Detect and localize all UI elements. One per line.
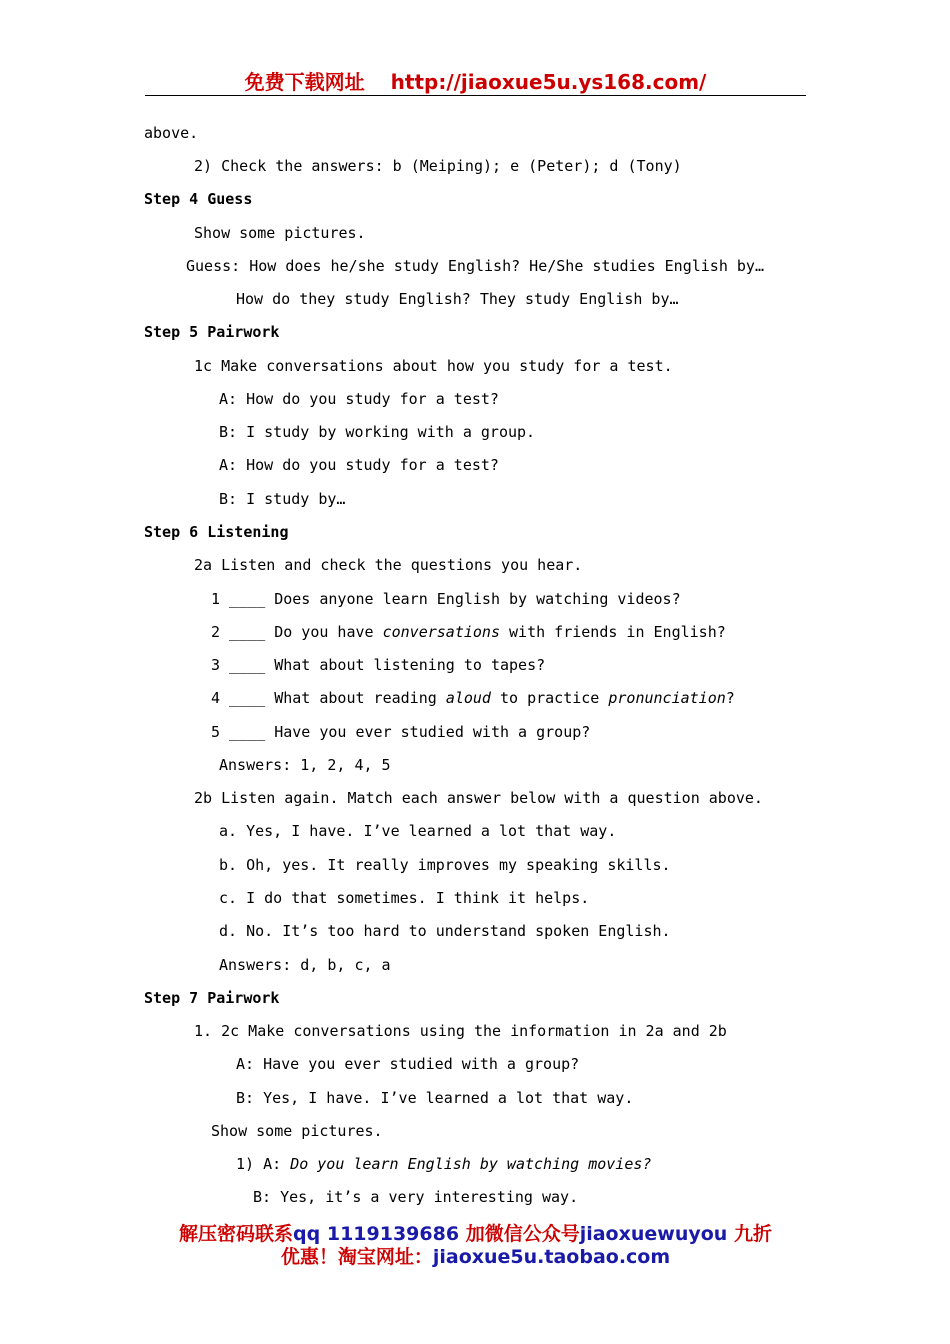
footer-text: 九折 — [733, 1223, 772, 1245]
step-heading: Step 6 Listening — [144, 523, 289, 541]
text-line: 2b Listen again. Match each answer below with a question above. — [194, 789, 763, 807]
footer-wechat: jiaoxuewuyou — [579, 1223, 728, 1245]
text-line: 1. 2c Make conversations using the information in 2a and 2b — [194, 1022, 727, 1040]
page-header — [145, 66, 806, 95]
answer-option: d. No. It’s too hard to understand spoken English. — [219, 922, 671, 940]
answer-option: a. Yes, I have. I’ve learned a lot that way. — [219, 822, 617, 840]
dialogue-line: A: How do you study for a test? — [219, 456, 499, 474]
question-item: 4 ____ What about reading aloud to practice pronunciation? — [211, 689, 735, 707]
question-item: 1 ____ Does anyone learn English by watching videos? — [211, 590, 681, 608]
dialogue-line: B: I study by… — [219, 490, 346, 508]
header-download-label: 免费下载网址 — [244, 70, 365, 94]
step-heading: Step 5 Pairwork — [144, 323, 280, 341]
text-line: 1c Make conversations about how you study for a test. — [194, 357, 673, 375]
question-item: 2 ____ Do you have conversations with friends in English? — [211, 623, 726, 641]
step-heading: Step 4 Guess — [144, 190, 253, 208]
text-line: 2) Check the answers: b (Meiping); e (Peter); d (Tony) — [194, 157, 682, 175]
dialogue-line: B: Yes, it’s a very interesting way. — [253, 1188, 579, 1206]
dialogue-line: 1) A: Do you learn English by watching movies? — [236, 1155, 652, 1173]
text-line: 2a Listen and check the questions you hear. — [194, 556, 583, 574]
text-line: How do they study English? They study English by… — [236, 290, 679, 308]
step-heading: Step 7 Pairwork — [144, 989, 280, 1007]
answer-option: b. Oh, yes. It really improves my speaking skills. — [219, 856, 671, 874]
dialogue-line: A: Have you ever studied with a group? — [236, 1055, 580, 1073]
question-item: 5 ____ Have you ever studied with a group? — [211, 723, 591, 741]
footer-shop-link[interactable]: jiaoxue5u.taobao.com — [432, 1246, 671, 1268]
answer-option: c. I do that sometimes. I think it helps. — [219, 889, 590, 907]
header-divider — [145, 95, 806, 96]
text-line: above. — [144, 124, 199, 142]
answers-line: Answers: d, b, c, a — [219, 956, 391, 974]
dialogue-line: B: Yes, I have. I’ve learned a lot that way. — [236, 1089, 634, 1107]
footer-text: 解压密码联系 — [179, 1223, 294, 1245]
dialogue-line: B: I study by working with a group. — [219, 423, 536, 441]
text-line: Show some pictures. — [211, 1122, 383, 1140]
question-item: 3 ____ What about listening to tapes? — [211, 656, 546, 674]
dialogue-line: A: How do you study for a test? — [219, 390, 499, 408]
footer-qq: qq 1119139686 — [293, 1223, 460, 1245]
footer-text: 加微信公众号 — [465, 1223, 580, 1245]
header-url-link[interactable]: http://jiaoxue5u.ys168.com/ — [390, 70, 707, 94]
footer-line-2 — [145, 1242, 806, 1269]
footer-text: 优惠！淘宝网址： — [280, 1246, 433, 1268]
answers-line: Answers: 1, 2, 4, 5 — [219, 756, 391, 774]
text-line: Show some pictures. — [194, 224, 366, 242]
text-line: Guess: How does he/she study English? He/She studies English by… — [186, 257, 764, 275]
